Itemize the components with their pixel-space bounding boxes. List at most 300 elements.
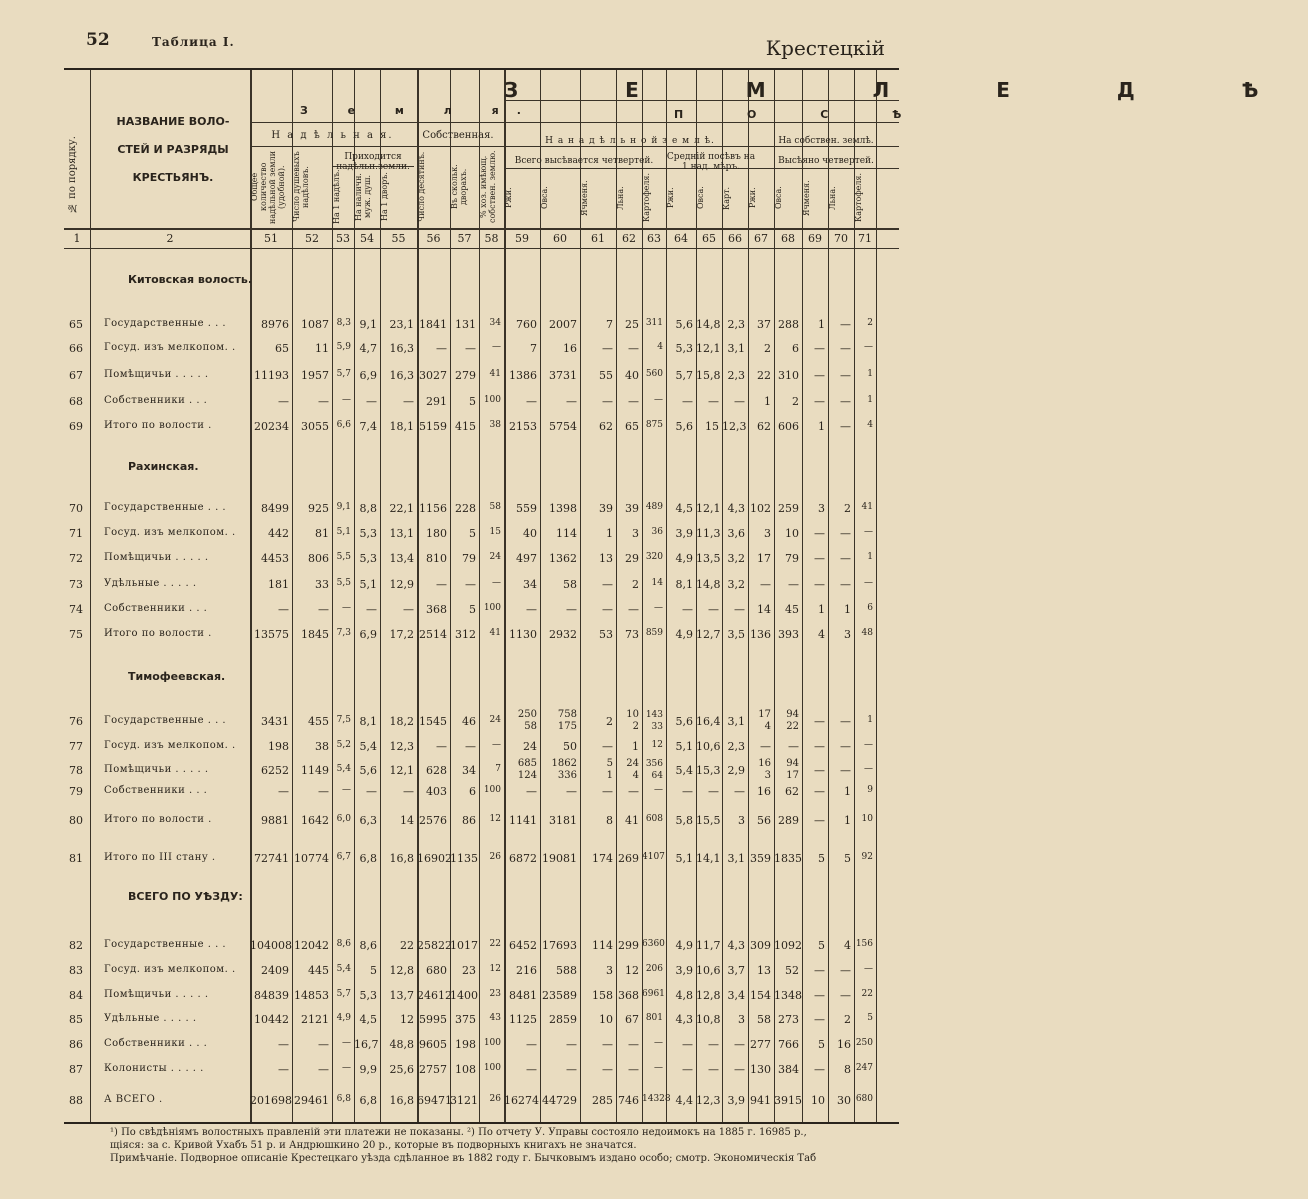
table-cell: 8 bbox=[606, 814, 613, 827]
table-cell: 1957 bbox=[301, 369, 329, 382]
table-cell: 685 124 bbox=[517, 758, 537, 781]
table-cell: 11,7 bbox=[696, 939, 721, 952]
table-cell: 1362 bbox=[549, 552, 577, 565]
table-cell: — bbox=[526, 395, 537, 408]
table-cell: 11 bbox=[315, 342, 329, 355]
table-cell: 5,4 bbox=[675, 764, 693, 777]
table-cell: 1862 336 bbox=[551, 758, 577, 781]
table-cell: 7,5 bbox=[336, 715, 351, 725]
table-cell: 15 bbox=[705, 420, 719, 433]
na-nadelnoy-header: Н а н а д ѣ л ь н о й з е м л ѣ. bbox=[545, 136, 715, 146]
table-cell: 2153 bbox=[509, 420, 537, 433]
sub-header: Льна. bbox=[616, 186, 625, 210]
header-rule bbox=[64, 228, 899, 230]
table-cell: — bbox=[366, 395, 377, 408]
table-cell: 359 bbox=[750, 852, 771, 865]
table-cell: 806 bbox=[308, 552, 329, 565]
table-cell: 1642 bbox=[301, 814, 329, 827]
col-num-header: № по порядку. bbox=[67, 136, 78, 214]
sub-header: Овса. bbox=[540, 186, 549, 210]
table-cell: 1 bbox=[867, 715, 873, 725]
table-cell: 6252 bbox=[261, 764, 289, 777]
table-cell: 44729 bbox=[542, 1094, 577, 1107]
column-number: 52 bbox=[305, 232, 319, 245]
table-row bbox=[64, 628, 899, 646]
column-number: 68 bbox=[781, 232, 795, 245]
row-number: 69 bbox=[69, 420, 83, 433]
table-cell: 8499 bbox=[261, 502, 289, 515]
table-cell: 1 bbox=[867, 552, 873, 562]
table-cell: 22 bbox=[400, 939, 414, 952]
table-cell: — bbox=[814, 1013, 825, 1026]
table-row bbox=[64, 709, 899, 733]
table-cell: 69471 bbox=[417, 1094, 452, 1107]
table-cell: 12 bbox=[651, 740, 663, 750]
table-cell: 5,7 bbox=[336, 369, 351, 379]
column-number: 51 bbox=[264, 232, 278, 245]
table-cell: 875 bbox=[645, 420, 663, 430]
row-number: 76 bbox=[69, 715, 83, 728]
table-cell: 65 bbox=[275, 342, 289, 355]
column-number: 57 bbox=[457, 232, 472, 245]
section-title: Тимофеевская. bbox=[128, 670, 226, 683]
table-cell: 34 bbox=[489, 318, 501, 328]
table-cell: 8,3 bbox=[336, 318, 351, 328]
table-cell: 17,2 bbox=[389, 628, 414, 641]
table-cell: 608 bbox=[645, 814, 663, 824]
table-cell: 1 bbox=[818, 603, 825, 616]
table-cell: 94 22 bbox=[786, 709, 799, 732]
table-cell: 16,8 bbox=[389, 1094, 414, 1107]
table-row bbox=[64, 785, 899, 803]
table-cell: 16,3 bbox=[389, 342, 414, 355]
table-cell: — bbox=[526, 603, 537, 616]
row-label: Удѣльные . . . . . bbox=[104, 1013, 197, 1024]
table-cell: 3027 bbox=[419, 369, 447, 382]
table-cell: 415 bbox=[455, 420, 476, 433]
table-cell: 52 bbox=[785, 964, 799, 977]
sub-header: Ячменя. bbox=[802, 180, 811, 216]
table-cell: 259 bbox=[778, 502, 799, 515]
table-cell: 1 bbox=[818, 420, 825, 433]
table-cell: — bbox=[708, 395, 719, 408]
row-label: Итого по волости . bbox=[104, 628, 212, 639]
table-cell: 24 bbox=[489, 552, 501, 562]
name-header: НАЗВАНИЕ ВОЛО-СТЕЙ И РАЗРЯДЫ КРЕСТЬЯНЪ. bbox=[116, 115, 230, 184]
table-cell: 94 17 bbox=[786, 758, 799, 781]
table-cell: — bbox=[526, 1038, 537, 1051]
table-row bbox=[64, 989, 899, 1007]
table-cell: — bbox=[403, 785, 414, 798]
sub-header: Ржи. bbox=[666, 187, 675, 209]
table-cell: — bbox=[840, 527, 851, 540]
table-cell: — bbox=[682, 1038, 693, 1051]
table-cell: 41 bbox=[489, 369, 501, 379]
sub-header: Картофеля. bbox=[642, 173, 651, 223]
table-cell: 1156 bbox=[419, 502, 447, 515]
row-label: Госуд. изъ мелкопом. . bbox=[104, 964, 236, 975]
table-cell: 13,1 bbox=[389, 527, 414, 540]
table-cell: 3,4 bbox=[727, 989, 745, 1002]
table-cell: — bbox=[278, 603, 289, 616]
table-cell: — bbox=[814, 785, 825, 798]
row-number: 72 bbox=[69, 552, 83, 565]
table-cell: — bbox=[566, 1038, 577, 1051]
row-number: 78 bbox=[69, 764, 83, 777]
table-cell: 810 bbox=[426, 552, 447, 565]
table-cell: 12 bbox=[625, 964, 639, 977]
table-cell: 156 bbox=[855, 939, 873, 949]
table-cell: 8,6 bbox=[336, 939, 351, 949]
table-cell: 3731 bbox=[549, 369, 577, 382]
row-label: Собственники . . . bbox=[104, 395, 208, 406]
table-cell: 15,8 bbox=[696, 369, 721, 382]
table-cell: — bbox=[628, 342, 639, 355]
table-cell: 1400 bbox=[450, 989, 478, 1002]
table-cell: 6,9 bbox=[359, 369, 377, 382]
table-cell: 23,1 bbox=[389, 318, 414, 331]
table-cell: 10 bbox=[599, 1013, 613, 1026]
table-cell: 14328 bbox=[642, 1094, 671, 1104]
column-number: 63 bbox=[647, 232, 661, 245]
table-cell: — bbox=[654, 1038, 663, 1048]
table-cell: 1835 bbox=[774, 852, 802, 865]
row-number: 75 bbox=[69, 628, 83, 641]
table-cell: 1 bbox=[867, 369, 873, 379]
column-number: 66 bbox=[728, 232, 742, 245]
table-cell: — bbox=[840, 395, 851, 408]
table-cell: 3 bbox=[738, 814, 745, 827]
table-cell: — bbox=[342, 1063, 351, 1073]
table-cell: 1845 bbox=[301, 628, 329, 641]
table-cell: — bbox=[492, 342, 501, 352]
table-cell: — bbox=[366, 603, 377, 616]
table-cell: 3 bbox=[844, 628, 851, 641]
table-cell: 201698 bbox=[250, 1094, 292, 1107]
table-title: Таблица I. bbox=[152, 35, 235, 49]
table-cell: 5,5 bbox=[336, 552, 351, 562]
table-cell: 41 bbox=[625, 814, 639, 827]
table-cell: 3181 bbox=[549, 814, 577, 827]
table-cell: — bbox=[814, 395, 825, 408]
table-cell: 46 bbox=[462, 715, 476, 728]
row-label: Помѣщичьи . . . . . bbox=[104, 552, 209, 563]
table-cell: 158 bbox=[592, 989, 613, 1002]
table-cell: 4453 bbox=[261, 552, 289, 565]
table-cell: 16,4 bbox=[696, 715, 721, 728]
table-cell: — bbox=[342, 785, 351, 795]
table-cell: 6,3 bbox=[359, 814, 377, 827]
table-cell: — bbox=[278, 1038, 289, 1051]
sredniy-posev-header: Среднiй посѣвъ на 1 над. мѣръ. bbox=[666, 152, 756, 172]
table-cell: 6360 bbox=[642, 939, 665, 949]
table-cell: 1149 bbox=[301, 764, 329, 777]
zemlya-header: З е м л я. bbox=[300, 104, 539, 117]
table-cell: — bbox=[814, 552, 825, 565]
table-cell: 14,1 bbox=[696, 852, 721, 865]
table-cell: 216 bbox=[516, 964, 537, 977]
table-cell: 198 bbox=[455, 1038, 476, 1051]
table-cell: — bbox=[708, 785, 719, 798]
table-cell: 3,5 bbox=[727, 628, 745, 641]
table-cell: 2 bbox=[632, 578, 639, 591]
table-cell: 8,8 bbox=[359, 502, 377, 515]
table-cell: 6,6 bbox=[336, 420, 351, 430]
table-cell: 10 bbox=[861, 814, 873, 824]
table-cell: 5,7 bbox=[336, 989, 351, 999]
table-cell: — bbox=[602, 395, 613, 408]
table-cell: 9881 bbox=[261, 814, 289, 827]
table-cell: 62 bbox=[757, 420, 771, 433]
table-cell: 3 bbox=[606, 964, 613, 977]
table-cell: 5,3 bbox=[359, 989, 377, 1002]
table-cell: — bbox=[814, 527, 825, 540]
table-cell: 4,7 bbox=[359, 342, 377, 355]
table-cell: 10442 bbox=[254, 1013, 289, 1026]
table-cell: 2576 bbox=[419, 814, 447, 827]
table-cell: 5,7 bbox=[675, 369, 693, 382]
table-cell: 2409 bbox=[261, 964, 289, 977]
table-row bbox=[64, 395, 899, 413]
row-number: 80 bbox=[69, 814, 83, 827]
table-cell: 12,1 bbox=[389, 764, 414, 777]
table-cell: 24 bbox=[489, 715, 501, 725]
table-cell: 760 bbox=[516, 318, 537, 331]
prikhoditsya-header: Приходится надѣльн.земли. bbox=[336, 152, 410, 172]
table-cell: 20234 bbox=[254, 420, 289, 433]
row-number: 84 bbox=[69, 989, 83, 1002]
table-cell: — bbox=[840, 764, 851, 777]
table-cell: 25,6 bbox=[389, 1063, 414, 1076]
table-cell: 299 bbox=[618, 939, 639, 952]
table-cell: — bbox=[492, 740, 501, 750]
row-label: Государственные . . . bbox=[104, 939, 227, 950]
table-cell: 1130 bbox=[509, 628, 537, 641]
table-cell: 16 3 bbox=[758, 758, 771, 781]
table-cell: 310 bbox=[778, 369, 799, 382]
table-cell: 3,9 bbox=[727, 1094, 745, 1107]
table-cell: 1398 bbox=[549, 502, 577, 515]
table-cell: 16,7 bbox=[354, 1038, 379, 1051]
table-cell: 6,9 bbox=[359, 628, 377, 641]
table-cell: 23589 bbox=[542, 989, 577, 1002]
table-cell: 5,8 bbox=[675, 814, 693, 827]
row-number: 74 bbox=[69, 603, 83, 616]
table-cell: 81 bbox=[315, 527, 329, 540]
table-cell: 13 bbox=[757, 964, 771, 977]
table-cell: 4 bbox=[844, 939, 851, 952]
table-cell: 758 175 bbox=[557, 709, 577, 732]
table-cell: 24 4 bbox=[626, 758, 639, 781]
row-number: 71 bbox=[69, 527, 83, 540]
table-row bbox=[64, 369, 899, 387]
table-cell: 6,8 bbox=[359, 1094, 377, 1107]
row-label: Государственные . . . bbox=[104, 318, 227, 329]
table-cell: 3,7 bbox=[727, 964, 745, 977]
table-cell: — bbox=[436, 740, 447, 753]
table-cell: — bbox=[602, 1038, 613, 1051]
footnotes bbox=[110, 1126, 890, 1165]
table-cell: 3,2 bbox=[727, 552, 745, 565]
table-cell: — bbox=[602, 578, 613, 591]
table-cell: 4 bbox=[867, 420, 873, 430]
table-cell: 143 33 bbox=[645, 710, 663, 732]
table-row bbox=[64, 939, 899, 957]
table-cell: 2859 bbox=[549, 1013, 577, 1026]
table-cell: — bbox=[278, 785, 289, 798]
table-cell: 1 bbox=[844, 814, 851, 827]
vsego-vyseyvaetsya-header: Всего высѣвается четвертей. bbox=[514, 156, 654, 166]
table-cell: 56 bbox=[757, 814, 771, 827]
table-cell: 2,3 bbox=[727, 318, 745, 331]
table-cell: 4,9 bbox=[675, 628, 693, 641]
table-cell: — bbox=[318, 1038, 329, 1051]
table-cell: — bbox=[278, 395, 289, 408]
table-cell: 1545 bbox=[419, 715, 447, 728]
table-cell: 3 bbox=[632, 527, 639, 540]
row-label: Собственники . . . bbox=[104, 785, 208, 796]
table-cell: 5 bbox=[867, 1013, 873, 1023]
table-cell: — bbox=[814, 964, 825, 977]
table-cell: — bbox=[840, 318, 851, 331]
row-label: Итого по III стану . bbox=[104, 852, 216, 863]
table-cell: 2 bbox=[844, 1013, 851, 1026]
table-cell: 24 bbox=[523, 740, 537, 753]
table-cell: 5 1 bbox=[606, 758, 613, 781]
table-cell: 40 bbox=[523, 527, 537, 540]
sobstvennaya-header: Собственная. bbox=[422, 130, 494, 141]
table-cell: 445 bbox=[308, 964, 329, 977]
table-cell: 2,3 bbox=[727, 740, 745, 753]
table-cell: 766 bbox=[778, 1038, 799, 1051]
table-cell: 65 bbox=[625, 420, 639, 433]
table-cell: 5 bbox=[469, 527, 476, 540]
district-name: Крестецкiй bbox=[765, 36, 885, 60]
table-cell: 801 bbox=[645, 1013, 663, 1023]
table-cell: 5,1 bbox=[359, 578, 377, 591]
table-cell: 16 bbox=[837, 1038, 851, 1051]
na-sobstv-header: На собствен. землѣ. bbox=[778, 136, 874, 146]
table-cell: 455 bbox=[308, 715, 329, 728]
table-cell: 5,6 bbox=[359, 764, 377, 777]
table-cell: — bbox=[278, 1063, 289, 1076]
table-row bbox=[64, 852, 899, 870]
table-cell: 6 bbox=[867, 603, 873, 613]
table-cell: 5,1 bbox=[336, 527, 351, 537]
table-cell: 16,3 bbox=[389, 369, 414, 382]
table-cell: 7,4 bbox=[359, 420, 377, 433]
table-cell: 7 bbox=[495, 764, 501, 774]
table-cell: 41 bbox=[489, 628, 501, 638]
table-cell: 16274 bbox=[504, 1094, 539, 1107]
section-title: ВСЕГО ПО УѢЗДУ: bbox=[128, 890, 243, 903]
table-cell: — bbox=[840, 740, 851, 753]
table-cell: — bbox=[734, 1038, 745, 1051]
table-cell: 108 bbox=[455, 1063, 476, 1076]
table-cell: 1087 bbox=[301, 318, 329, 331]
table-cell: 67 bbox=[625, 1013, 639, 1026]
row-label: Госуд. изъ мелкопом. . bbox=[104, 342, 236, 353]
table-cell: — bbox=[566, 603, 577, 616]
table-cell: 5,4 bbox=[359, 740, 377, 753]
table-cell: 45 bbox=[785, 603, 799, 616]
table-cell: 11,3 bbox=[696, 527, 721, 540]
column-number: 69 bbox=[808, 232, 822, 245]
row-number: 77 bbox=[69, 740, 83, 753]
table-cell: 8481 bbox=[509, 989, 537, 1002]
sub-header: Картофеля. bbox=[854, 173, 863, 223]
table-cell: — bbox=[734, 1063, 745, 1076]
table-cell: — bbox=[864, 964, 873, 974]
table-cell: 29 bbox=[625, 552, 639, 565]
table-cell: 114 bbox=[592, 939, 613, 952]
column-number: 56 bbox=[426, 232, 441, 245]
table-cell: 10 bbox=[811, 1094, 825, 1107]
column-number: 64 bbox=[674, 232, 688, 245]
table-cell: 6,8 bbox=[359, 852, 377, 865]
table-cell: 5 bbox=[370, 964, 377, 977]
table-cell: 3,2 bbox=[727, 578, 745, 591]
table-cell: 925 bbox=[308, 502, 329, 515]
table-cell: 309 bbox=[750, 939, 771, 952]
sub-header: Карт. bbox=[722, 186, 731, 210]
row-number: 87 bbox=[69, 1063, 83, 1076]
table-cell: 17693 bbox=[542, 939, 577, 952]
sub-header: На наличн. муж. душ. bbox=[354, 173, 372, 221]
table-cell: 58 bbox=[489, 502, 501, 512]
row-number: 88 bbox=[69, 1094, 83, 1107]
table-cell: 13 bbox=[599, 552, 613, 565]
table-cell: 18,2 bbox=[389, 715, 414, 728]
table-row bbox=[64, 318, 899, 336]
table-cell: 30 bbox=[837, 1094, 851, 1107]
table-cell: 18,1 bbox=[389, 420, 414, 433]
row-label: Госуд. изъ мелкопом. . bbox=[104, 740, 236, 751]
table-cell: 3431 bbox=[261, 715, 289, 728]
table-cell: 48,8 bbox=[389, 1038, 414, 1051]
table-cell: 9,1 bbox=[359, 318, 377, 331]
row-label: Колонисты . . . . . bbox=[104, 1063, 204, 1074]
table-cell: 1 bbox=[844, 603, 851, 616]
posev-header: П О С Ѣ bbox=[674, 108, 932, 121]
table-cell: — bbox=[602, 603, 613, 616]
table-cell: 12,8 bbox=[389, 964, 414, 977]
table-cell: 12,3 bbox=[696, 1094, 721, 1107]
table-cell: 250 58 bbox=[517, 709, 537, 732]
table-cell: 55 bbox=[599, 369, 613, 382]
table-cell: 22,1 bbox=[389, 502, 414, 515]
table-cell: — bbox=[628, 395, 639, 408]
table-cell: — bbox=[788, 740, 799, 753]
table-cell: 10,6 bbox=[696, 964, 721, 977]
table-cell: 12 bbox=[489, 814, 501, 824]
table-cell: 4,4 bbox=[675, 1094, 693, 1107]
table-cell: 4,3 bbox=[675, 1013, 693, 1026]
nadelnaya-header: Н а д ѣ л ь н а я. bbox=[271, 130, 394, 141]
table-cell: 497 bbox=[516, 552, 537, 565]
table-cell: 4,9 bbox=[675, 552, 693, 565]
table-cell: — bbox=[708, 1038, 719, 1051]
table-cell: — bbox=[814, 342, 825, 355]
table-cell: 43 bbox=[489, 1013, 501, 1023]
table-cell: — bbox=[840, 369, 851, 382]
table-cell: 22 bbox=[489, 939, 501, 949]
row-number: 67 bbox=[69, 369, 83, 382]
table-row bbox=[64, 740, 899, 758]
table-cell: 3,9 bbox=[675, 964, 693, 977]
table-cell: 100 bbox=[483, 603, 501, 613]
table-cell: 680 bbox=[426, 964, 447, 977]
